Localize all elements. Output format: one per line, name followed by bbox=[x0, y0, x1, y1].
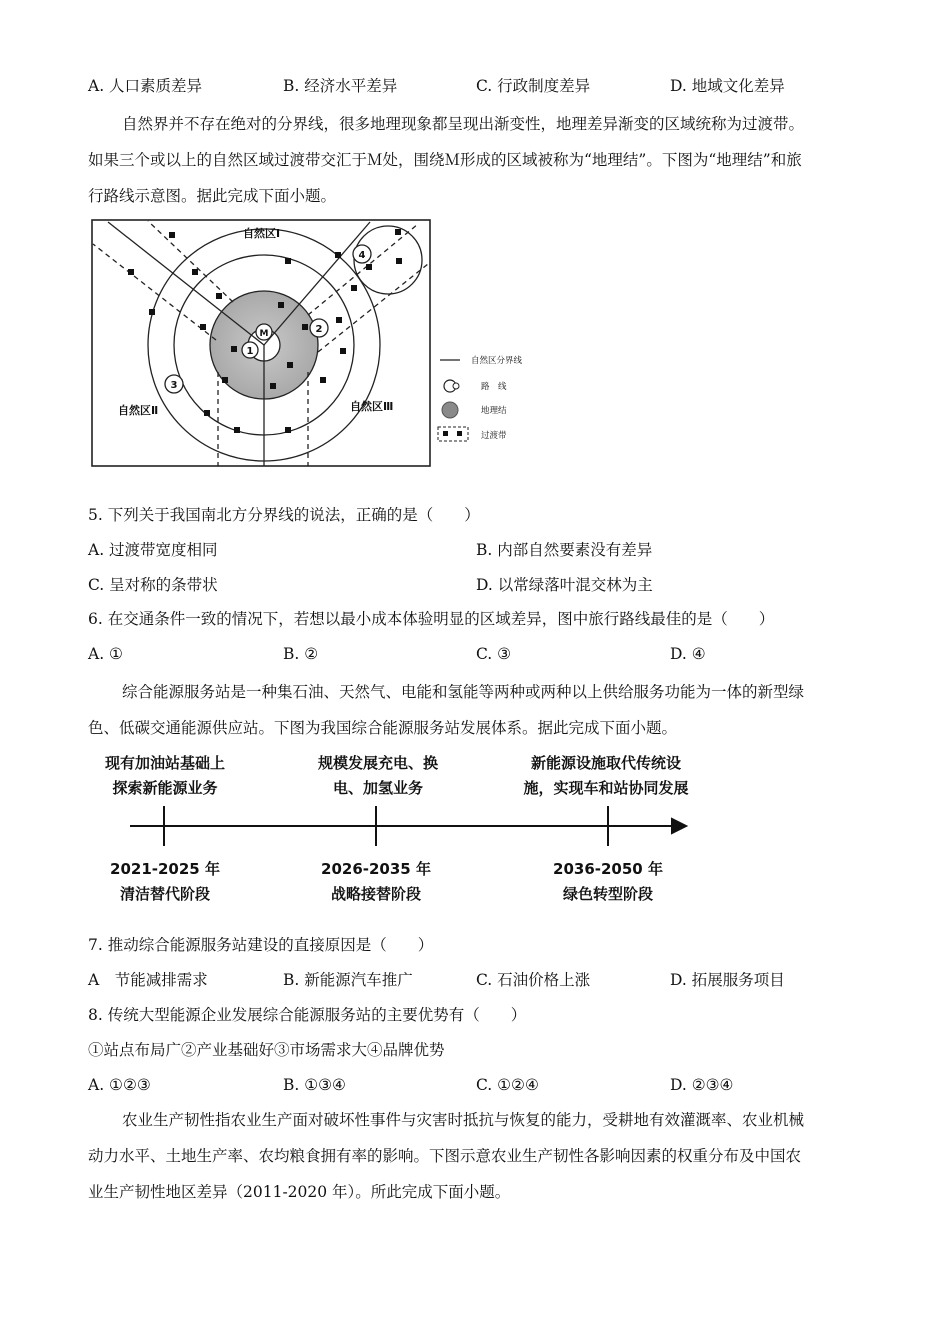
q8-option-a[interactable]: A. ①②③ bbox=[88, 1076, 151, 1094]
passage1-line: 行路线示意图。据此完成下面小题。 bbox=[88, 187, 337, 205]
stage-3-name: 绿色转型阶段 bbox=[562, 885, 654, 903]
stage-2-desc: 电、加氢业务 bbox=[332, 779, 424, 797]
q8-option-d[interactable]: D. ②③④ bbox=[670, 1076, 734, 1094]
q5-option-a[interactable]: A. 过渡带宽度相同 bbox=[88, 541, 218, 559]
passage3-line: 农业生产韧性指农业生产面对破坏性事件与灾害时抵抗与恢复的能力，受耕地有效灌溉率、农业机械 bbox=[122, 1111, 805, 1129]
q8-option-b[interactable]: B. ①③④ bbox=[283, 1076, 346, 1094]
passage2-line: 色、低碳交通能源供应站。下图为我国综合能源服务站发展体系。据此完成下面小题。 bbox=[88, 719, 678, 737]
q6-option-c[interactable]: C. ③ bbox=[476, 645, 512, 663]
q4-option-b[interactable]: B. 经济水平差异 bbox=[283, 77, 398, 95]
q4-option-d[interactable]: D. 地域文化差异 bbox=[670, 77, 785, 95]
q5-option-c[interactable]: C. 呈对称的条带状 bbox=[88, 576, 218, 594]
route-3-label: 3 bbox=[170, 380, 178, 391]
legend-transition-label: 过渡带 bbox=[481, 431, 507, 441]
stage-1-years: 2021-2025 年 bbox=[110, 860, 220, 878]
q7-option-b[interactable]: B. 新能源汽车推广 bbox=[283, 971, 413, 989]
q7-option-c[interactable]: C. 石油价格上涨 bbox=[476, 971, 591, 989]
stage-2-years: 2026-2035 年 bbox=[321, 860, 431, 878]
passage3-line: 业生产韧性地区差异（2011-2020 年）。所此完成下面小题。 bbox=[88, 1183, 511, 1201]
q8-options bbox=[88, 1073, 868, 1097]
stage-3-desc: 新能源设施取代传统设 bbox=[530, 754, 682, 772]
q6-options bbox=[88, 642, 868, 666]
route-2-label: 2 bbox=[315, 324, 323, 335]
stage-1-desc: 现有加油站基础上 bbox=[104, 754, 226, 772]
stage-3-desc: 施，实现车和站协同发展 bbox=[523, 779, 689, 797]
q7-option-d[interactable]: D. 拓展服务项目 bbox=[670, 971, 785, 989]
stage-1-desc: 探索新能源业务 bbox=[112, 779, 218, 797]
stage-3-years: 2036-2050 年 bbox=[553, 860, 663, 878]
route-4-label: 4 bbox=[358, 250, 366, 261]
q8-option-c[interactable]: C. ①②④ bbox=[476, 1076, 539, 1094]
passage-agricultural-resilience bbox=[88, 1108, 863, 1216]
legend-route-label: 路 线 bbox=[481, 382, 507, 392]
stage-1-name: 清洁替代阶段 bbox=[119, 885, 211, 903]
passage1-line: 如果三个或以上的自然区域过渡带交汇于Ｍ处，围绕Ｍ形成的区域被称为“地理结”。下图为“地理结”和旅 bbox=[88, 151, 802, 169]
q8-items: ①站点布局广②产业基础好③市场需求大④品牌优势 bbox=[88, 1041, 445, 1059]
q7-options bbox=[88, 968, 868, 992]
q4-option-c[interactable]: C. 行政制度差异 bbox=[476, 77, 591, 95]
stage-2-desc: 规模发展充电、换 bbox=[317, 754, 439, 772]
region-2-label: 自然区Ⅱ bbox=[118, 404, 159, 417]
stage-2-name: 战略接替阶段 bbox=[330, 885, 422, 903]
q6-option-d[interactable]: D. ④ bbox=[670, 645, 706, 663]
legend-knot-label: 地理结 bbox=[481, 406, 507, 416]
q5-option-d[interactable]: D. 以常绿落叶混交林为主 bbox=[476, 576, 653, 594]
energy-station-timeline bbox=[88, 748, 708, 908]
geographic-knot-map bbox=[88, 212, 538, 474]
passage2-line: 综合能源服务站是一种集石油、天然气、电能和氢能等两种或两种以上供给服务功能为一体的新型绿 bbox=[122, 683, 805, 701]
legend-boundary-label: 自然区分界线 bbox=[471, 356, 523, 366]
q4-option-a[interactable]: A. 人口素质差异 bbox=[88, 77, 203, 95]
q7-stem: 7. 推动综合能源服务站建设的直接原因是（ ） bbox=[88, 936, 434, 954]
timeline-arrow bbox=[672, 819, 686, 833]
passage-energy-station bbox=[88, 680, 863, 752]
q5-option-b[interactable]: B. 内部自然要素没有差异 bbox=[476, 541, 653, 559]
q5-options-row2 bbox=[88, 573, 868, 597]
q6-option-b[interactable]: B. ② bbox=[283, 645, 319, 663]
q8-stem: 8. 传统大型能源企业发展综合能源服务站的主要优势有（ ） bbox=[88, 1006, 527, 1024]
q4-options bbox=[88, 74, 868, 98]
q6-stem: 6. 在交通条件一致的情况下，若想以最小成本体验明显的区域差异，图中旅行路线最佳的是（ ） bbox=[88, 610, 775, 628]
q7-option-a[interactable]: A 节能减排需求 bbox=[88, 971, 208, 989]
region-1-label: 自然区Ⅰ bbox=[243, 227, 281, 240]
passage-geographic-knot bbox=[88, 112, 863, 220]
q6-option-a[interactable]: A. ① bbox=[88, 645, 123, 663]
passage1-line: 自然界并不存在绝对的分界线，很多地理现象都呈现出渐变性，地理差异渐变的区域统称为过渡带。 bbox=[122, 115, 805, 133]
route-1-label: 1 bbox=[246, 346, 254, 357]
passage3-line: 动力水平、土地生产率、农均粮食拥有率的影响。下图示意农业生产韧性各影响因素的权重分布及中国农 bbox=[88, 1147, 802, 1165]
center-m-label: M bbox=[259, 329, 269, 339]
q5-options-row1 bbox=[88, 538, 868, 562]
region-3-label: 自然区Ⅲ bbox=[350, 400, 394, 413]
q5-stem: 5. 下列关于我国南北方分界线的说法，正确的是（ ） bbox=[88, 506, 480, 524]
map-legend bbox=[438, 355, 523, 441]
